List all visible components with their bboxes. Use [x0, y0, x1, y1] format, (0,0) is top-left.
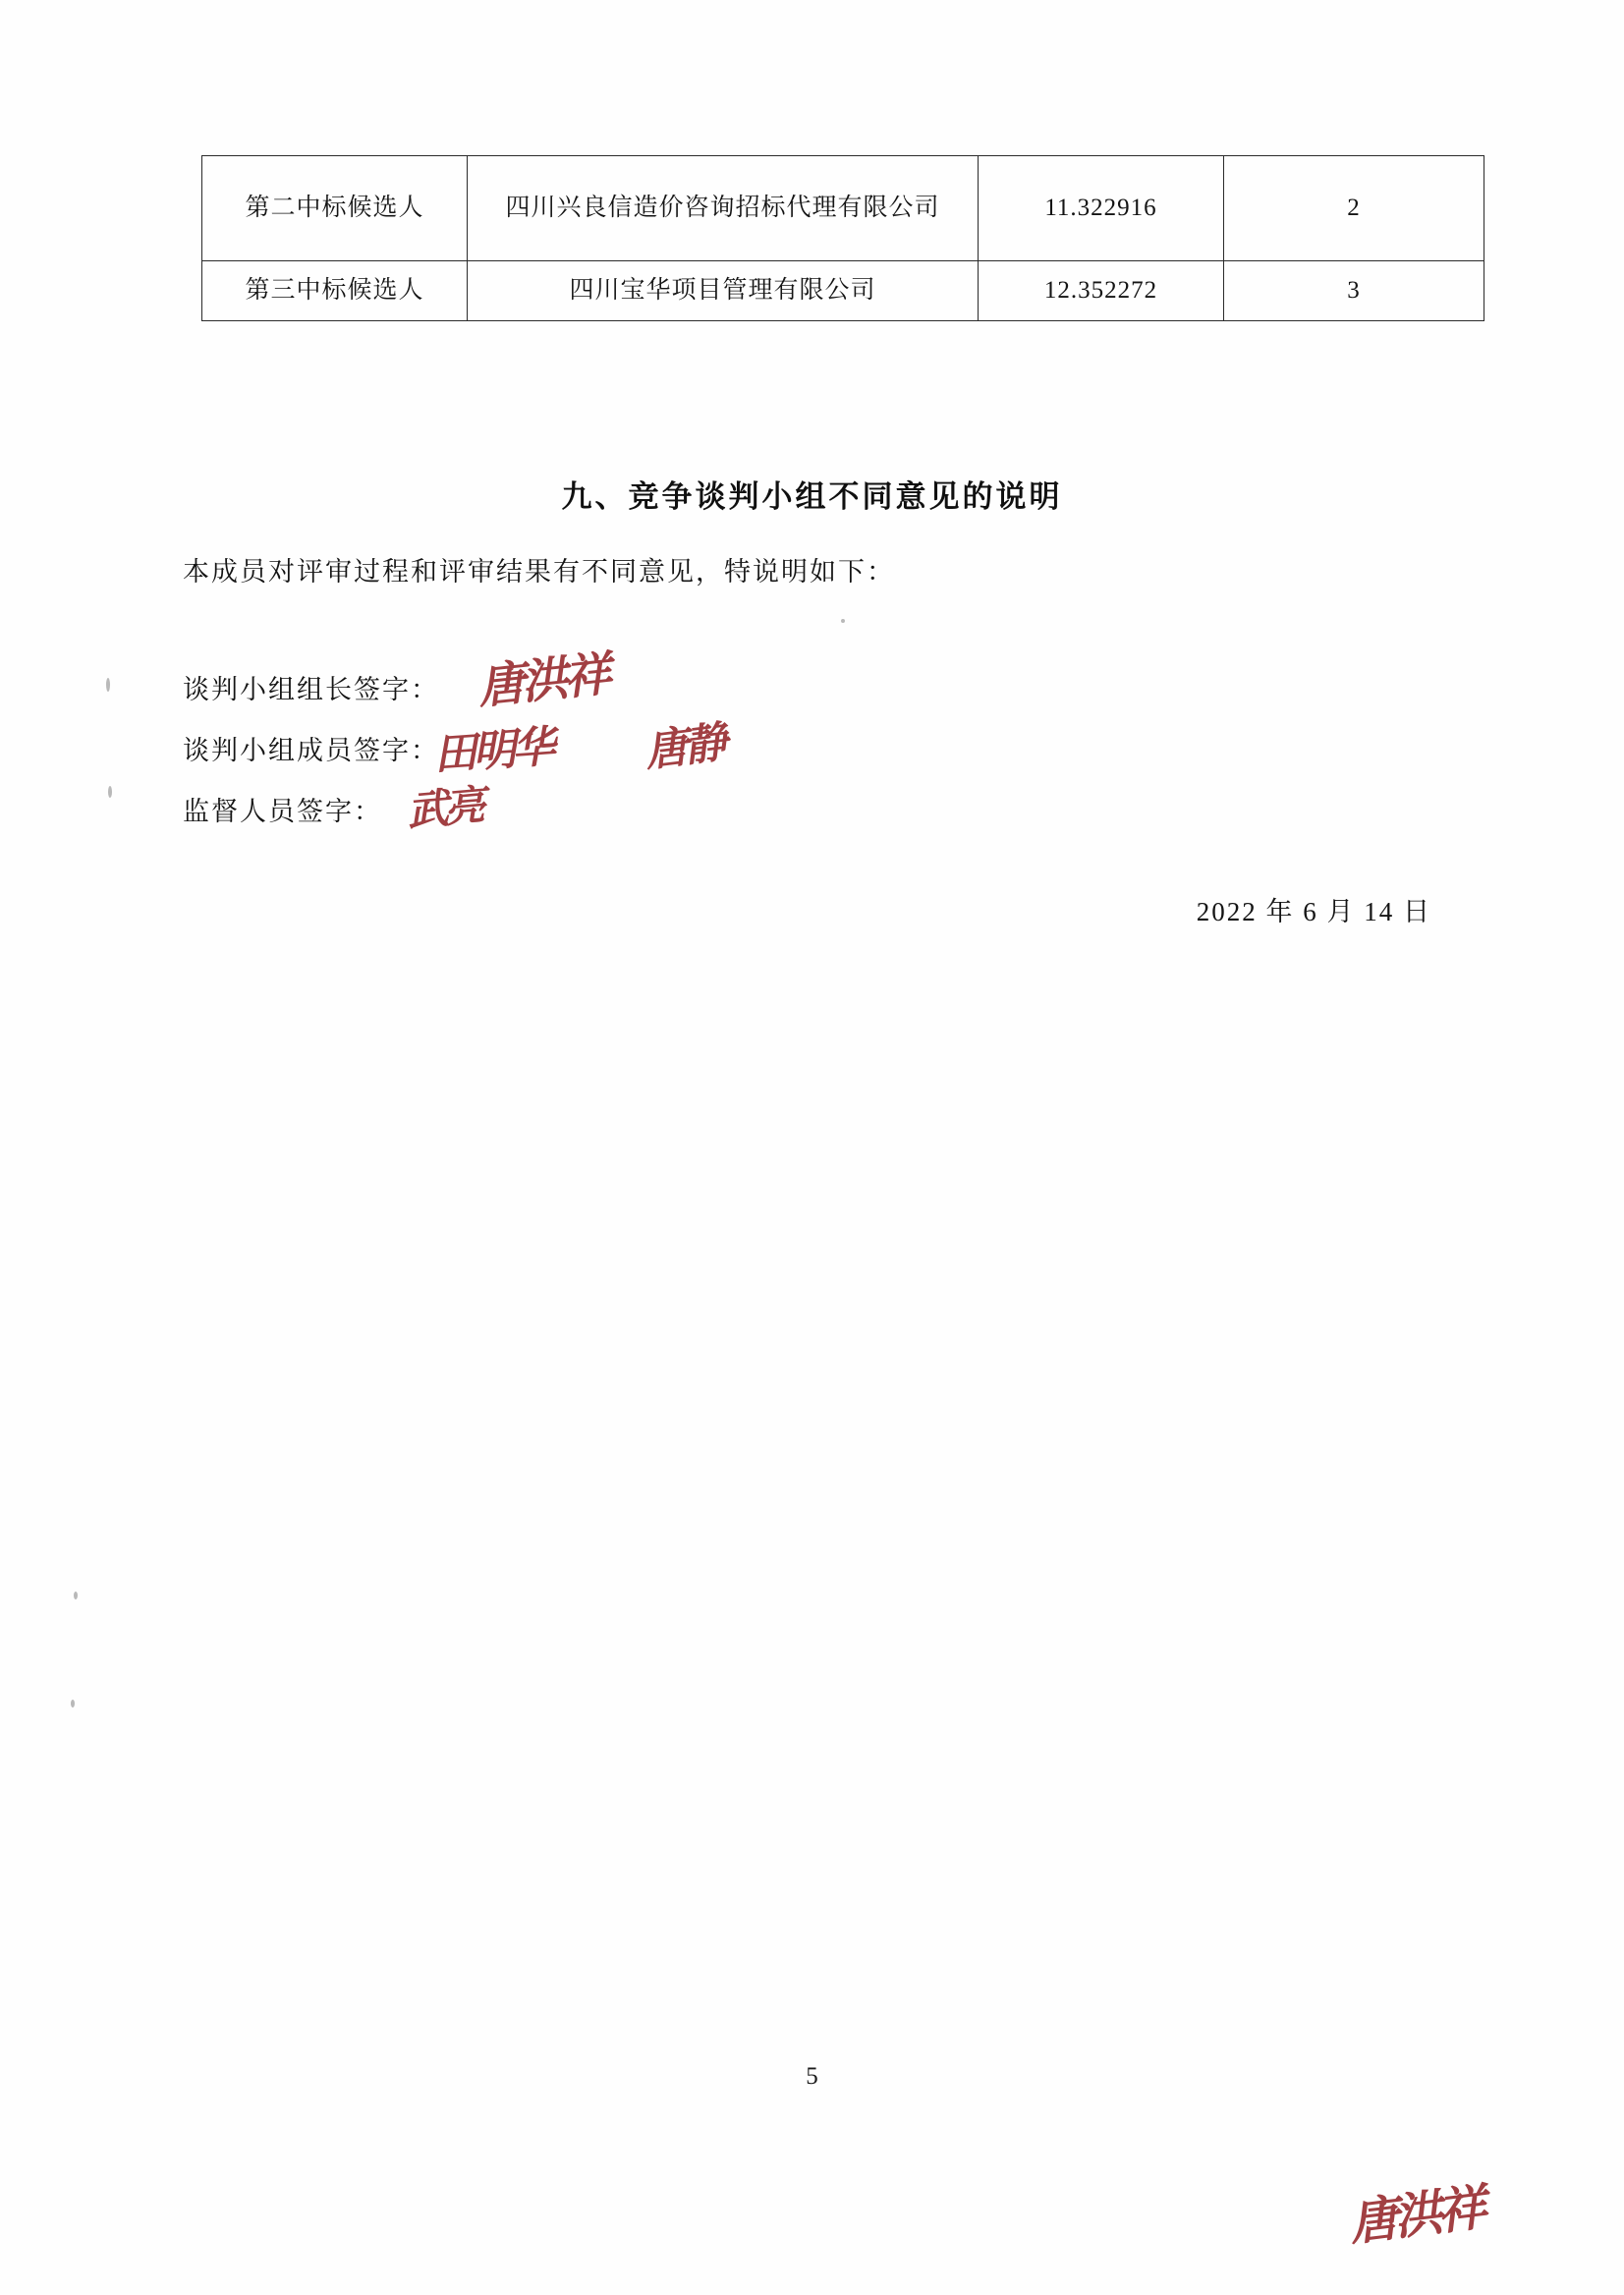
- row-rank-label: 第二中标候选人: [202, 156, 468, 261]
- scan-speckle: [108, 786, 112, 798]
- row-score: 11.322916: [979, 156, 1224, 261]
- table-row: [202, 261, 1484, 321]
- member-handwritten-signature-1: 田明华: [431, 721, 553, 781]
- candidates-table: [201, 155, 1484, 321]
- candidates-table-wrapper: [201, 155, 1484, 321]
- scan-speckle: [74, 1592, 78, 1599]
- row-company: 四川兴良信造价咨询招标代理有限公司: [468, 156, 979, 261]
- signature-line-leader: [183, 646, 1263, 729]
- scan-speckle: [106, 678, 110, 692]
- member-signature-label: 谈判小组成员签字：: [183, 736, 439, 765]
- member-handwritten-signature-2: 唐静: [642, 717, 727, 777]
- row-order: 2: [1224, 156, 1484, 261]
- scan-speckle: [71, 1700, 75, 1707]
- signature-block: [183, 646, 1263, 851]
- supervisor-signature-label: 监督人员签字：: [183, 797, 382, 826]
- footer-handwritten-signature: 唐洪祥: [1346, 2178, 1485, 2252]
- page-number: 5: [806, 2063, 818, 2090]
- leader-handwritten-signature: 唐洪祥: [475, 646, 611, 715]
- supervisor-handwritten-signature: 武亮: [405, 780, 484, 836]
- table-row: [202, 156, 1484, 261]
- scan-speckle: [841, 619, 845, 623]
- signature-line-members: [183, 717, 1263, 790]
- row-rank-label: 第三中标候选人: [202, 261, 468, 321]
- row-order: 3: [1224, 261, 1484, 321]
- leader-signature-label: 谈判小组组长签字：: [183, 675, 439, 704]
- document-date: 2022 年 6 月 14 日: [1196, 897, 1431, 926]
- section-heading: 九、竞争谈判小组不同意见的说明: [561, 479, 1063, 514]
- row-company: 四川宝华项目管理有限公司: [468, 261, 979, 321]
- row-score: 12.352272: [979, 261, 1224, 321]
- signature-line-supervisor: [183, 780, 1263, 851]
- section-paragraph: 本成员对评审过程和评审结果有不同意见，特说明如下：: [183, 557, 895, 587]
